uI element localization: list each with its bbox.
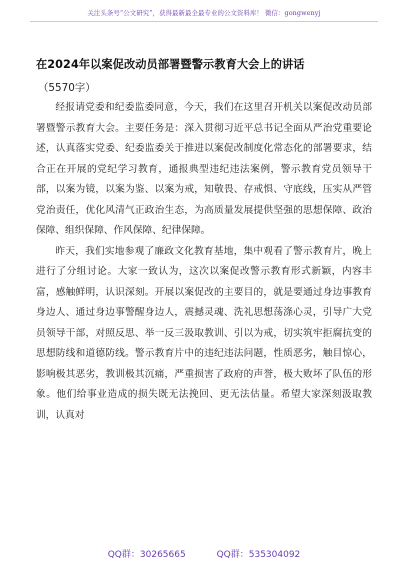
- footer-qq-2: QQ群：535304092: [216, 550, 301, 560]
- document-body: [36, 98, 372, 426]
- footer: [0, 547, 408, 560]
- page-title: 在2024年以案促改动员部署暨警示教育大会上的讲话: [36, 58, 305, 71]
- word-count: （5570字）: [38, 82, 96, 94]
- paragraph-2: 昨天，我们实地参观了廉政文化教育基地，集中观看了警示教育片，晚上进行了分组讨论。大家一致认为，这次以案促改警示教育形式新颖，内容丰富，感触鲜明，认识深刻。开展以案促改的主要目的，就是要通过身边事教育身边人、通过身边事警醒身边人，震撼灵魂、洗礼思想荡涤心灵，引导广大党员领导干部，对照反思、举一反三汲取教训、引以为戒，切实筑牢拒腐抗变的思想防线和道德防线。警示教育片中的违纪违法问题，性质恶劣，触目惊心，影响极其恶劣，教训极其沉痛，严重损害了政府的声誉，极大败坏了队伍的形象。他们给事业造成的损失既无法挽回、更无法估量。希望大家深刻汲取教训，认真对: [36, 245, 372, 421]
- footer-qq-1: QQ群：30265665: [107, 550, 186, 560]
- header-banner: 关注头条号“公文研究”，获得最新最全最专业的公文资料库！ 微信：gongwenyj: [30, 8, 378, 22]
- paragraph-1: 经报请党委和纪委监委同意，今天，我们在这里召开机关以案促改动员部署暨警示教育大会。主要任务是：深入贯彻习近平总书记全面从严治党重要论述，认真落实党委、纪委监委关于推进以案促改制度化常态化的部署要求，结合正在开展的党纪学习教育，通报典型违纪违法案例，警示教育党员领导干部，以案为镜，以案为鉴、以案为戒，知敬畏、存戒惧、守底线，压实从严管党治责任，优化风清气正政治生态，为高质量发展提供坚强的思想保障、政治保障、组织保障、作风保障、纪律保障。: [36, 102, 372, 236]
